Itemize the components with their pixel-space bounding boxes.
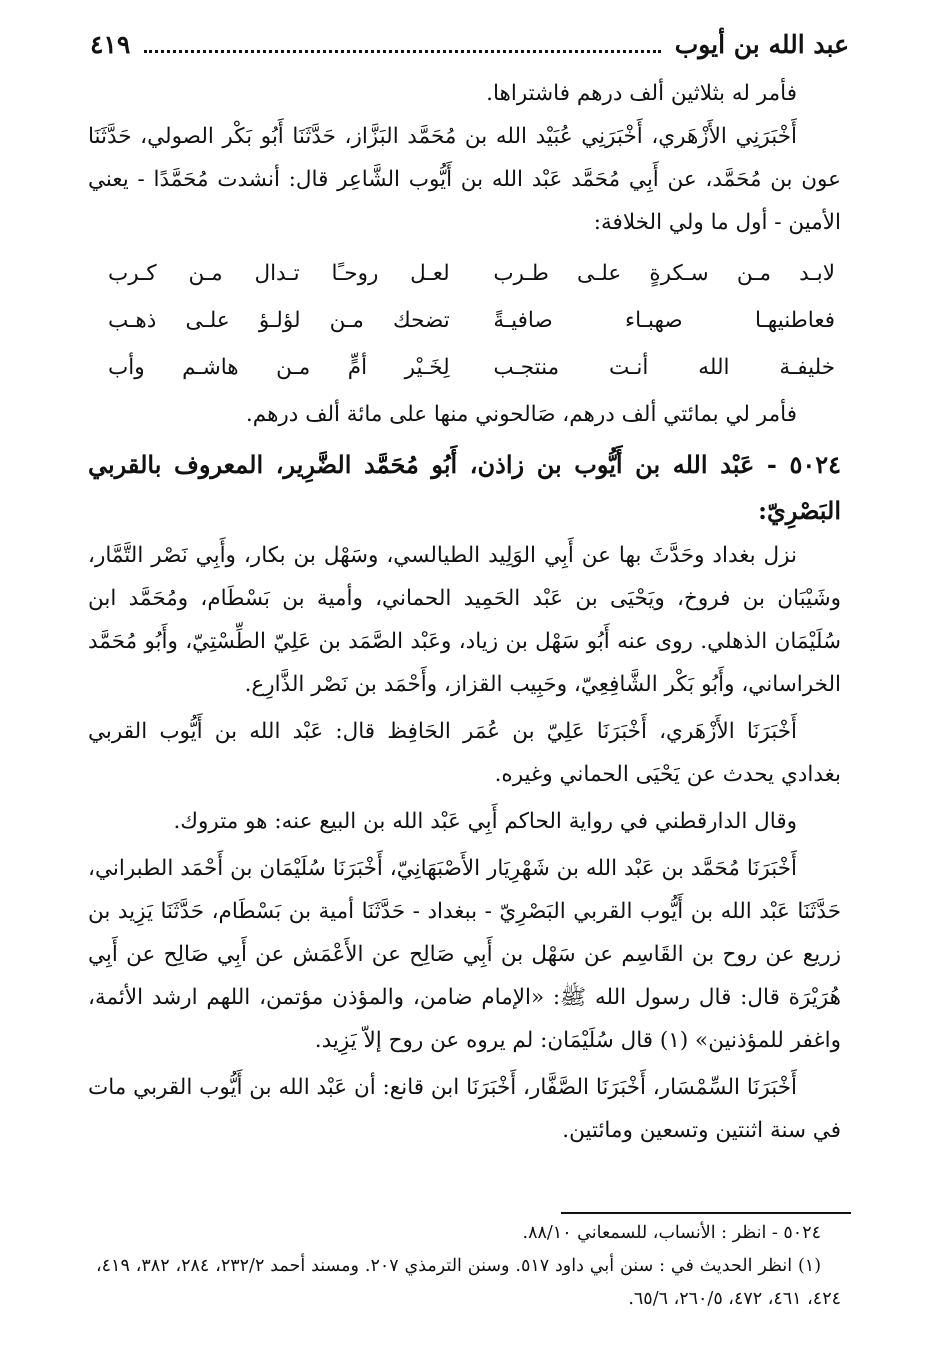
main-text <box>88 72 841 1152</box>
verse-first-half: لابـد مـن سـكرةٍ علـى طـرب <box>493 261 835 286</box>
entry-heading: ٥٠٢٤ - عَبْد الله بن أَيُّوب بن زاذن، أَبُو مُحَمَّد الضَّرِير، المعروف بالقربي البَصْرِيّ: <box>88 450 841 525</box>
verse-first-half: خليفـة الله أنـت منتجـب <box>493 355 835 380</box>
running-header <box>90 30 849 66</box>
paragraph-3: فأمر لي بمائتي ألف درهم، صَالحوني منها على مائة ألف درهم. <box>245 402 797 427</box>
paragraph-1: فأمر له بثلاثين ألف درهم فاشتراها. <box>486 81 797 106</box>
verse-second-half: تضحك مـن لؤلـؤ علـى ذهـب <box>108 308 450 333</box>
verse-second-half: لعـل روحـًا تـدال مـن كـرب <box>108 261 450 286</box>
footnote-separator <box>561 1212 851 1214</box>
running-title: عبد الله بن أيوب <box>674 30 849 59</box>
paragraph-8: أَخْبَرَنَا السِّمْسَار، أَخْبَرَنَا الصَّفَّار، أَخْبَرَنَا ابن قانع: أن عَبْد الله بن أَيُّوب القربي مات في سنة اثنتين وتسعين ومائتين. <box>88 1075 841 1143</box>
footnotes <box>96 1217 841 1316</box>
verse-first-half: فعاطنيهـا صهبـاء صافيـةً <box>493 308 835 333</box>
paragraph-7: أَخْبَرَنَا مُحَمَّد بن عَبْد الله بن شَهْرِيَار الأَصْبَهَانِيّ، أَخْبَرَنَا سُلَيْمَان بن أَحْمَد الطبراني، حَدَّثَنَا عَبْد الله بن أَيُّوب القربي البَصْرِيّ - ببغداد - حَدَّثَنَا أمية بن بَسْطَام، حَدَّثَنَا يَزِيد بن زريع عن روح بن القَاسِم عن سَهْل بن أَبِي صَالِح عن الأَعْمَش عن أَبِي صَالِح عن أَبِي هُرَيْرَة قال: قال رسول الله ﷺ: «الإمام ضامن، والمؤذن مؤتمن، اللهم ارشد الأئمة، واغفر للمؤذنين» (١) قال سُلَيْمَان: لم يروه عن روح إلاّ يَزِيد. <box>88 856 841 1053</box>
footnote-hadith: (١) انظر الحديث في : سنن أبي داود ٥١٧. وسنن الترمذي ٢٠٧. ومسند أحمد ٢٣٢/٢، ٢٨٤، ٣٨٢، ٤١٩، ٤٢٤، ٤٦١، ٤٧٢، ٢٦٠/٥، ٦٥/٦. <box>96 1256 841 1309</box>
paragraph-5: أَخْبَرَنَا الأَزْهَري، أَخْبَرَنَا عَلِيّ بن عُمَر الحَافِظ قال: عَبْد الله بن أَيُّوب القربي بغدادي يحدث عن يَحْيَى الحماني وغيره. <box>88 719 841 787</box>
verse-line <box>88 250 841 297</box>
footnote-entry: ٥٠٢٤ - انظر : الأنساب، للسمعاني ٨٨/١٠. <box>522 1223 821 1243</box>
paragraph-4: نزل بغداد وحَدَّثَ بها عن أَبِي الوَلِيد الطيالسي، وسَهْل بن بكار، وأَبِي نَصْر التَّمَّار، وشَيْبَان بن فروخ، ويَحْيَى بن عَبْد الحَمِيد الحماني، وأمية بن بَسْطَام، ومُحَمَّد ابن سُلَيْمَان الذهلي. روى عنه أَبُو سَهْل بن زياد، وعَبْد الصَّمَد بن عَلِيّ الطِّسْتِيّ، وأَبُو مُحَمَّد الخراساني، وأَبُو بَكْر الشَّافِعِيّ، وحَبِيب القزاز، وأَحْمَد بن نَصْر الذَّارِع. <box>88 543 841 697</box>
leader-dots <box>144 32 660 53</box>
verse-line <box>88 344 841 391</box>
poem <box>88 250 841 391</box>
paragraph-6: وقال الدارقطني في رواية الحاكم أَبِي عَبْد الله بن البيع عنه: هو متروك. <box>173 809 797 834</box>
page-number: ٤١٩ <box>90 30 131 59</box>
paragraph-2: أَخْبَرَنِي الأَزْهَري، أَخْبَرَنِي عُبَيْد الله بن مُحَمَّد البَزَّاز، حَدَّثَنَا أَبُو بَكْر الصولي، حَدَّثَنَا عون بن مُحَمَّد، عن أَبِي مُحَمَّد عَبْد الله بن أَيُّوب الشَّاعِر قال: أنشدت مُحَمَّدًا - يعني الأمين - أول ما ولي الخلافة: <box>88 124 841 235</box>
verse-line <box>88 297 841 344</box>
verse-second-half: لِخَـيْر أمٍّ مـن هاشـم وأب <box>108 355 450 380</box>
